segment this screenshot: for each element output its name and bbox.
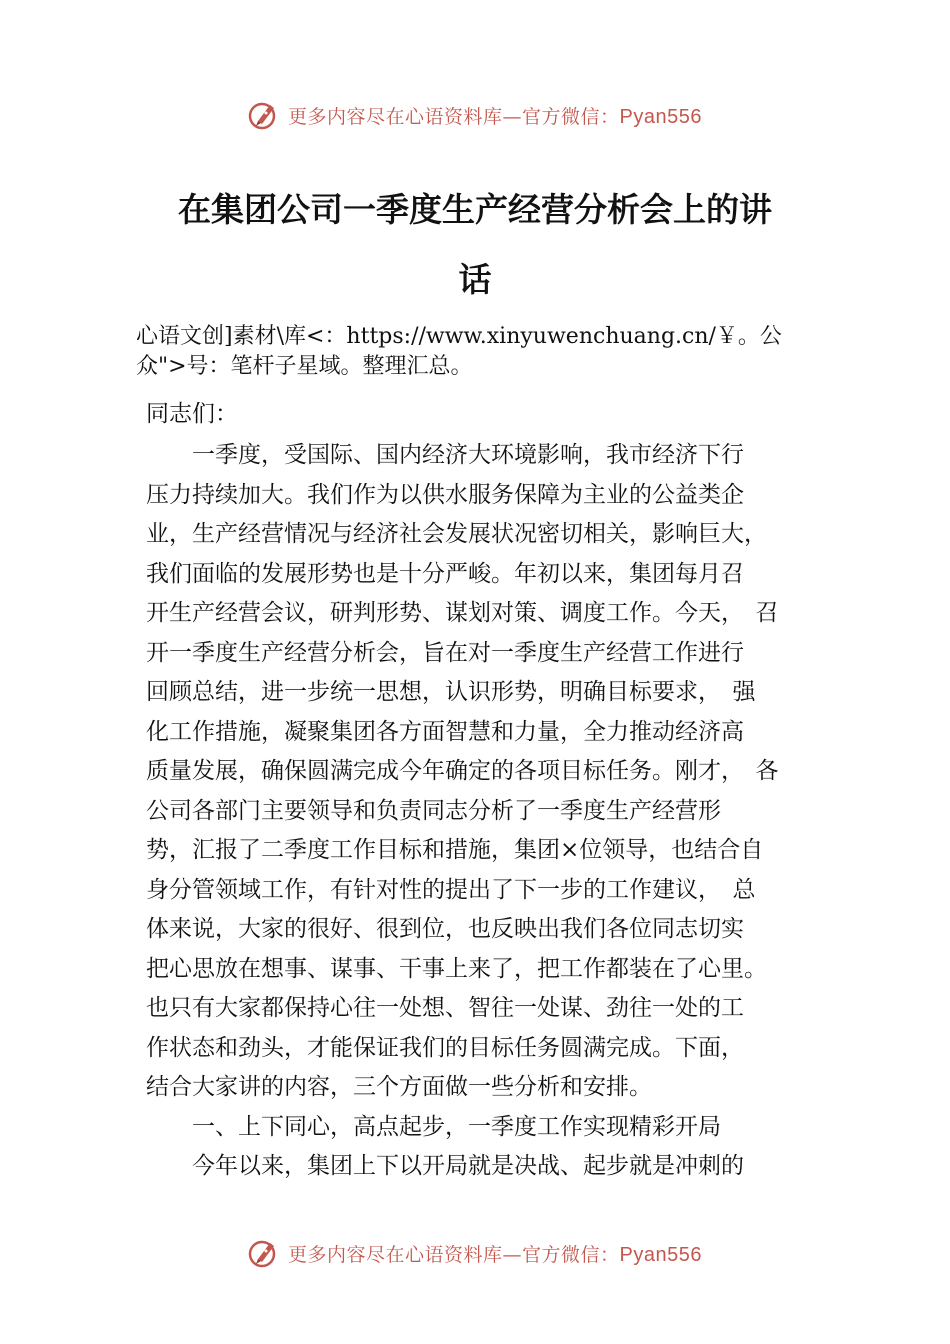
body-line: 业，生产经营情况与经济社会发展状况密切相关，影响巨大， (146, 521, 767, 547)
body-line: 回顾总结，进一步统一思想，认识形势，明确目标要求， 强 (146, 679, 756, 705)
body-line: 势，汇报了二季度工作目标和措施，集团×位领导，也结合自 (146, 837, 764, 863)
body-line: 一季度，受国际、国内经济大环境影响，我市经济下行 (146, 442, 744, 468)
header-banner-text (288, 102, 702, 129)
body-line: 开一季度生产经营分析会，旨在对一季度生产经营工作进行 (146, 640, 744, 666)
salutation: 同志们： (146, 401, 238, 427)
body-line: 结合大家讲的内容，三个方面做一些分析和安排。 (146, 1074, 652, 1100)
pen-nib-logo-icon (248, 1237, 280, 1269)
body-line: 作状态和劲头，才能保证我们的目标任务圆满完成。下面， (146, 1035, 744, 1061)
footer-wechat-id: Pyan556 (619, 1243, 702, 1266)
section-heading: 一、上下同心，高点起步，一季度工作实现精彩开局 (146, 1114, 721, 1140)
body-line: 我们面临的发展形势也是十分严峻。年初以来，集团每月召 (146, 561, 744, 587)
body-line: 开生产经营会议，研判形势、谋划对策、调度工作。今天， 召 (146, 600, 779, 626)
body-line: 今年以来，集团上下以开局就是决战、起步就是冲刺的 (146, 1153, 744, 1179)
body-line: 压力持续加大。我们作为以供水服务保障为主业的公益类企 (146, 482, 744, 508)
document-title-line2: 话 (458, 260, 492, 299)
footer-banner-label: 更多内容尽在心语资料库—官方微信： (288, 1243, 620, 1266)
header-wechat-id: Pyan556 (619, 105, 702, 128)
footer-banner (0, 1233, 950, 1273)
header-banner-label: 更多内容尽在心语资料库—官方微信： (288, 105, 620, 128)
header-banner (0, 95, 950, 135)
body-line: 把心思放在想事、谋事、干事上来了，把工作都装在了心里。 (146, 956, 767, 982)
footer-banner-text (288, 1240, 702, 1267)
source-note-line1: 心语文创]素材\库<：https://www.xinyuwenchuang.cn/￥。公 (136, 324, 782, 349)
document-title-line1: 在集团公司一季度生产经营分析会上的讲 (178, 190, 772, 229)
body-line: 质量发展，确保圆满完成今年确定的各项目标任务。刚才， 各 (146, 758, 779, 784)
body-line: 公司各部门主要领导和负责同志分析了一季度生产经营形 (146, 798, 721, 824)
body-line: 也只有大家都保持心往一处想、智往一处谋、劲往一处的工 (146, 995, 744, 1021)
body-line: 体来说，大家的很好、很到位，也反映出我们各位同志切实 (146, 916, 744, 942)
body-line: 化工作措施，凝聚集团各方面智慧和力量，全力推动经济高 (146, 719, 744, 745)
source-note-line2: 众">号：笔杆子星域。整理汇总。 (136, 354, 473, 379)
body-line: 身分管领域工作，有针对性的提出了下一步的工作建议， 总 (146, 877, 756, 903)
pen-nib-logo-icon (248, 99, 280, 131)
